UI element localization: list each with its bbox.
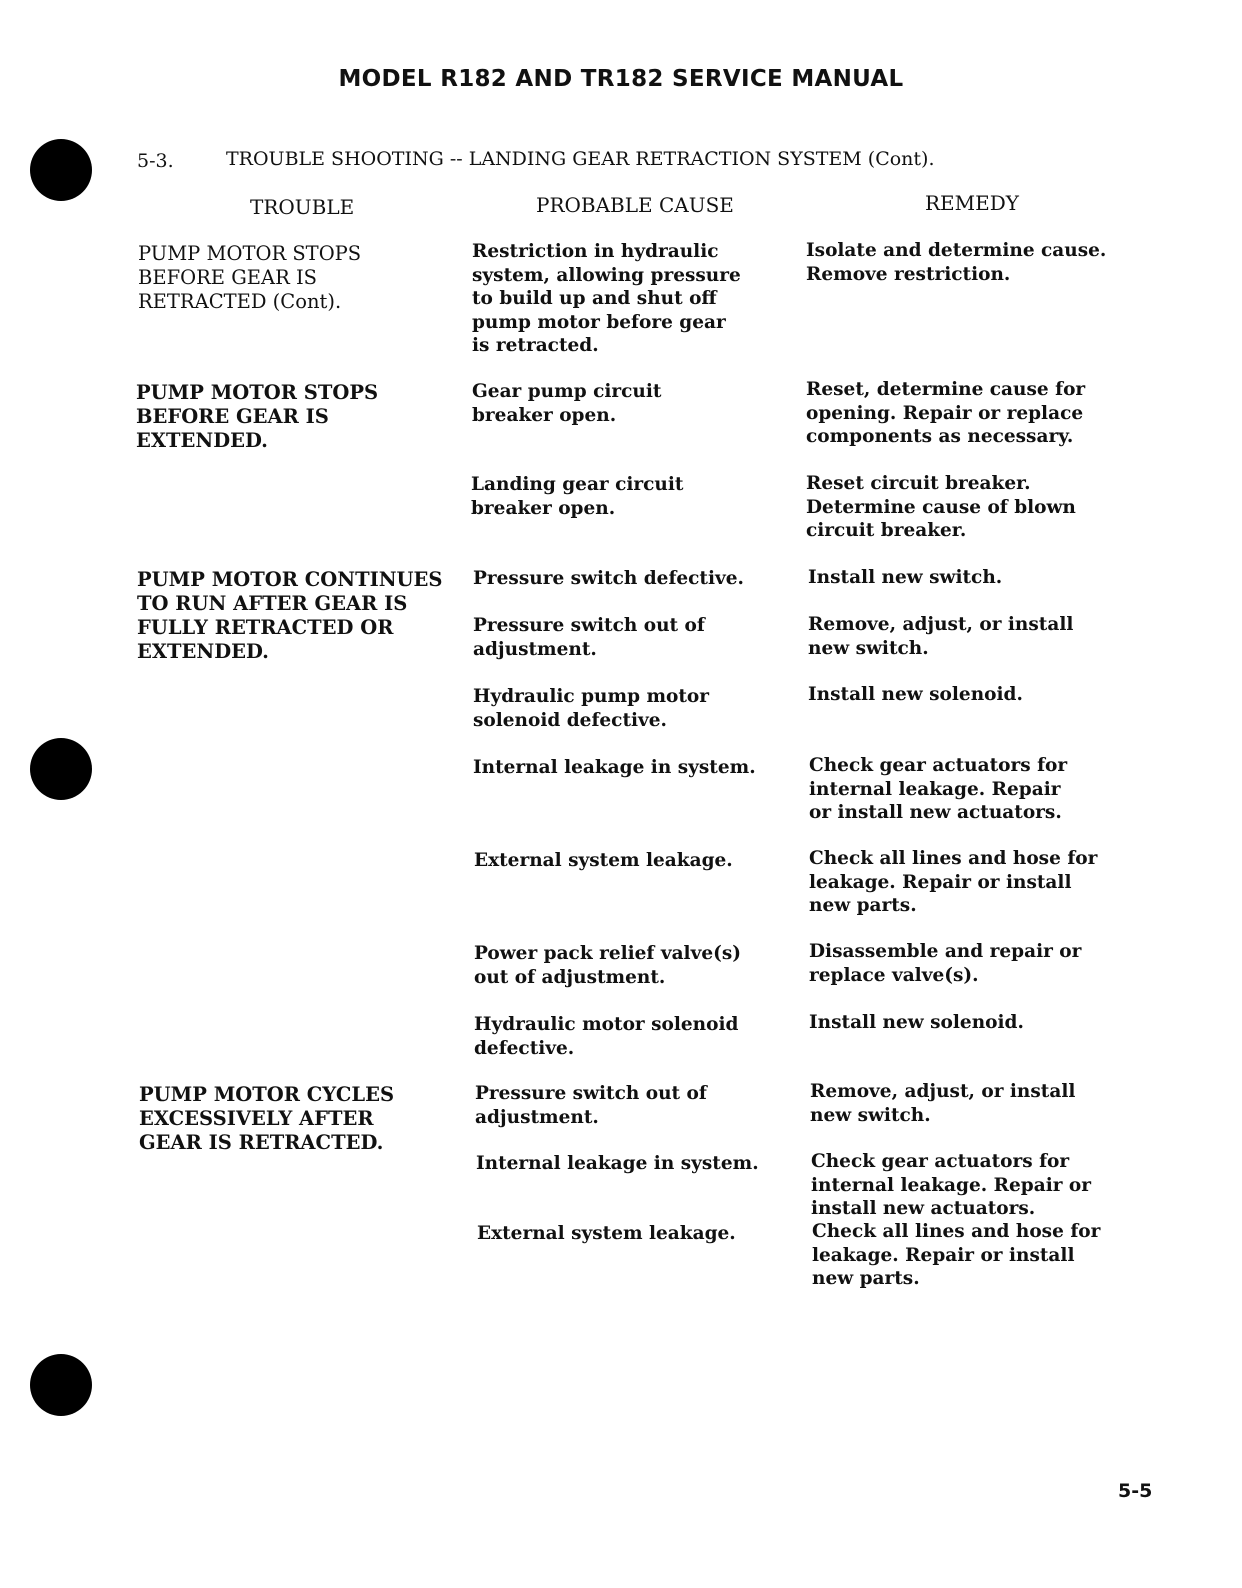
column-header-remedy: REMEDY [925, 191, 1019, 215]
punch-hole-icon [30, 139, 92, 201]
cause-cell: Restriction in hydraulic system, allowing pressure to build up and shut off pump motor before gear is retracted. [472, 241, 741, 356]
remedy-cell: Check all lines and hose for leakage. Repair or install new parts. [809, 848, 1098, 916]
cause-cell: Pressure switch out of adjustment. [475, 1083, 707, 1128]
remedy-cell: Check gear actuators for internal leakage. Repair or install new actuators. [811, 1151, 1091, 1219]
column-header-cause: PROBABLE CAUSE [536, 193, 734, 217]
remedy-cell: Install new solenoid. [808, 684, 1023, 705]
punch-hole-icon [30, 738, 92, 800]
cause-cell: Landing gear circuit breaker open. [471, 474, 684, 519]
remedy-cell: Check gear actuators for internal leakage. Repair or install new actuators. [809, 755, 1068, 823]
section-title: TROUBLE SHOOTING -- LANDING GEAR RETRACTION SYSTEM (Cont). [226, 148, 935, 170]
remedy-cell: Remove, adjust, or install new switch. [810, 1081, 1076, 1126]
cause-cell: Gear pump circuit breaker open. [472, 381, 662, 426]
cause-cell: External system leakage. [474, 850, 733, 871]
cause-cell: Power pack relief valve(s) out of adjustment. [474, 943, 742, 988]
cause-cell: Hydraulic pump motor solenoid defective. [473, 686, 709, 731]
cause-cell: Hydraulic motor solenoid defective. [474, 1014, 739, 1059]
trouble-item: PUMP MOTOR STOPS BEFORE GEAR IS EXTENDED. [136, 381, 379, 452]
remedy-cell: Reset circuit breaker. Determine cause of blown circuit breaker. [806, 473, 1076, 541]
page-title: MODEL R182 AND TR182 SERVICE MANUAL [338, 66, 904, 92]
remedy-cell: Install new switch. [808, 567, 1003, 588]
remedy-cell: Remove, adjust, or install new switch. [808, 614, 1074, 659]
cause-cell: Internal leakage in system. [476, 1153, 759, 1174]
remedy-cell: Isolate and determine cause. Remove restriction. [806, 240, 1107, 285]
trouble-item: PUMP MOTOR CYCLES EXCESSIVELY AFTER GEAR IS RETRACTED. [139, 1083, 395, 1154]
trouble-item: PUMP MOTOR STOPS BEFORE GEAR IS RETRACTED (Cont). [138, 242, 362, 313]
remedy-cell: Install new solenoid. [809, 1012, 1024, 1033]
remedy-cell: Disassemble and repair or replace valve(s). [809, 941, 1082, 986]
page-number: 5-5 [1118, 1480, 1153, 1502]
trouble-item: PUMP MOTOR CONTINUES TO RUN AFTER GEAR IS FULLY RETRACTED OR EXTENDED. [137, 568, 443, 663]
section-number: 5-3. [137, 150, 174, 172]
column-header-trouble: TROUBLE [250, 195, 355, 219]
remedy-cell: Reset, determine cause for opening. Repair or replace components as necessary. [806, 379, 1086, 447]
cause-cell: External system leakage. [477, 1223, 736, 1244]
cause-cell: Internal leakage in system. [473, 757, 756, 778]
punch-hole-icon [30, 1354, 92, 1416]
remedy-cell: Check all lines and hose for leakage. Repair or install new parts. [812, 1221, 1101, 1289]
cause-cell: Pressure switch defective. [473, 568, 744, 589]
cause-cell: Pressure switch out of adjustment. [473, 615, 705, 660]
